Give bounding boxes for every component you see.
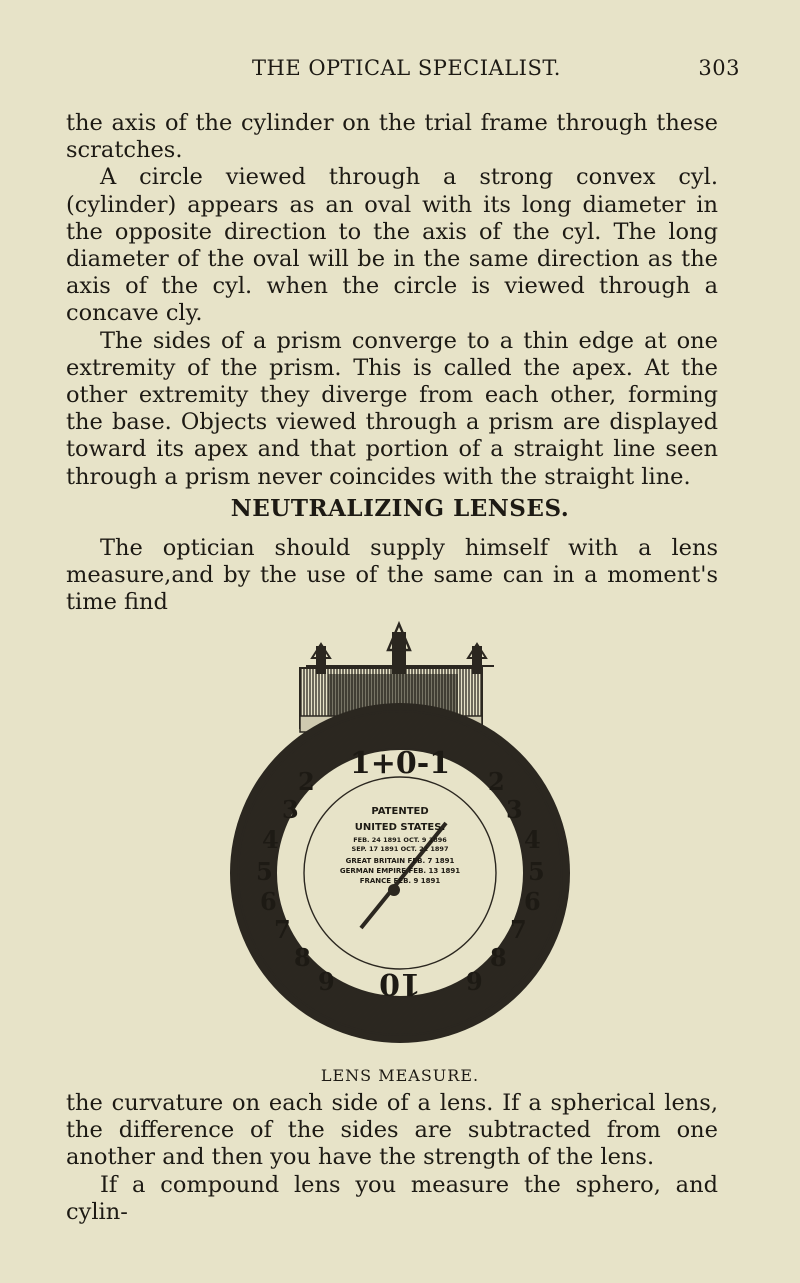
paragraph: If a compound lens you measure the sphero, and cylin- (66, 1171, 718, 1225)
body-text-mid (66, 535, 718, 617)
figure-caption: LENS MEASURE. (320, 1066, 480, 1085)
paragraph: A circle viewed through a strong convex cyl. (cylinder) appears as an oval with its long diameter in the opposite direction to the axis of the cyl. The long diameter of the oval will be in the same direction as the axis of the cyl. when the circle is viewed through a concave cly. (66, 164, 718, 327)
lens-measure-dial (230, 703, 570, 1043)
lens-measure-illustration (216, 618, 584, 1068)
dial-right-number: 9 (466, 967, 483, 996)
dial-left-number: 8 (294, 943, 311, 972)
dial-left-number: 2 (298, 767, 315, 796)
dial-left-number: 6 (260, 887, 277, 916)
dial-left-number: 7 (274, 915, 291, 944)
body-text-bottom (66, 1090, 718, 1226)
dial-right-number: 2 (488, 767, 505, 796)
dial-right-number: 5 (528, 857, 545, 886)
paragraph: the curvature on each side of a lens. If a spherical lens, the difference of the sides are subtracted from one another and then you have the strength of the lens. (66, 1090, 718, 1171)
dial-left-number: 9 (318, 967, 335, 996)
lens-measure-figure (216, 618, 584, 1068)
paragraph: The optician should supply himself with a lens measure,and by the use of the same can in a moment's time find (66, 535, 718, 616)
svg-text:GERMAN EMPIRE FEB. 13 1891: GERMAN EMPIRE FEB. 13 1891 (339, 867, 461, 875)
body-text-top (66, 110, 718, 491)
svg-text:SEP. 17 1891 OCT. 22 1897: SEP. 17 1891 OCT. 22 1897 (351, 845, 449, 853)
paragraph: The sides of a prism converge to a thin edge at one extremity of the prism. This is called the apex. At the other extremity they diverge from each other, forming the base. Objects viewed through a prism are displayed toward its apex and that portion of a straight line seen through a prism never coincides with the straight line. (66, 327, 718, 490)
svg-text:UNITED STATES.: UNITED STATES. (354, 822, 446, 833)
dial-right-number: 4 (524, 825, 541, 854)
dial-right-number: 3 (506, 795, 523, 824)
dial-left-number: 5 (256, 857, 273, 886)
dial-right-number: 6 (524, 887, 541, 916)
dial-right-number: 8 (490, 943, 507, 972)
dial-bottom-number: 10 (379, 966, 421, 1001)
running-head-title: THE OPTICAL SPECIALIST. (252, 56, 561, 80)
dial-right-number: 7 (510, 915, 527, 944)
page-number: 303 (698, 56, 740, 80)
dial-left-number: 4 (262, 825, 279, 854)
section-heading: NEUTRALIZING LENSES. (230, 495, 570, 522)
svg-text:FRANCE FEB. 9 1891: FRANCE FEB. 9 1891 (359, 877, 441, 885)
dial-top-number: 1+0-1 (349, 746, 451, 781)
svg-text:FEB. 24 1891 OCT. 9 1896: FEB. 24 1891 OCT. 9 1896 (353, 836, 447, 844)
svg-text:PATENTED: PATENTED (371, 806, 429, 817)
svg-text:GREAT BRITAIN FEB. 7 1891: GREAT BRITAIN FEB. 7 1891 (345, 857, 455, 865)
paragraph: the axis of the cylinder on the trial frame through these scratches. (66, 110, 718, 164)
measure-pins (306, 624, 494, 674)
dial-left-number: 3 (282, 795, 299, 824)
